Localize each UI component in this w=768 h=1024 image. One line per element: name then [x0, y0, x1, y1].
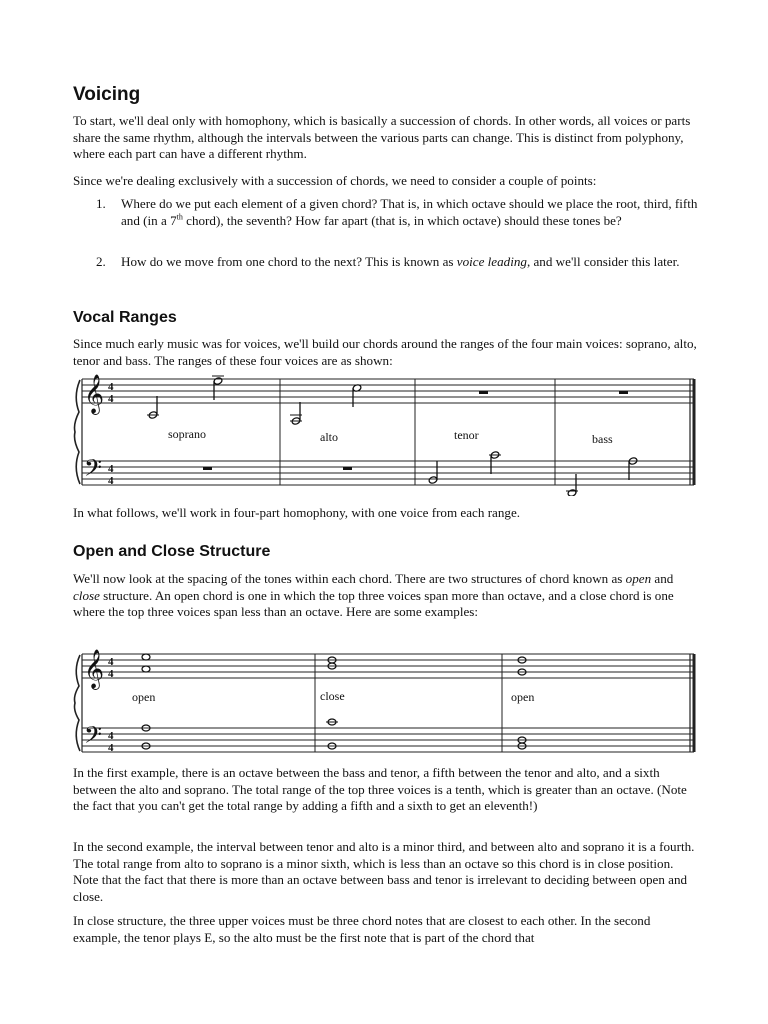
- vocal-ranges-intro-paragraph: Since much early music was for voices, we'll build our chords around the ranges of the four main voices: soprano, alto, tenor and bass. The ranges of these four voices are as shown:: [73, 336, 697, 368]
- structure-paragraph-3: In close structure, the three upper voices must be three chord notes that are closest to each other. In the second example, the tenor plays E, so the alto must be the first note that is part of the chord that: [73, 913, 651, 945]
- brace-icon: [75, 380, 81, 484]
- close-term: close: [73, 587, 100, 603]
- bass-time-signature-bottom: 4: [108, 742, 114, 754]
- voicing-heading: Voicing: [73, 84, 141, 105]
- time-signature-bottom: 4: [108, 393, 114, 405]
- bass-time-signature-top: 4: [108, 463, 114, 475]
- chord-label-close: close: [320, 689, 345, 703]
- list-item-number-1: 1.: [96, 196, 106, 211]
- list-item-1-text-b: chord), the seventh? How far apart (that is, in which octave) should these tones be?: [182, 212, 622, 228]
- vocal-ranges-after-paragraph: In what follows, we'll work in four-part homophony, with one voice from each range.: [73, 505, 521, 520]
- whole-rest-icon: [203, 467, 212, 470]
- list-item-2: [121, 254, 699, 271]
- voicing-intro-paragraph: To start, we'll deal only with homophony, which is basically a succession of chords. In other words, all voices or parts share the same rhythm, although the intervals between the various parts can change. This is distinct from polyphony, where each part can have a different rhythm.: [73, 113, 691, 162]
- structure-intro-text-a: We'll now look at the spacing of the tones within each chord. There are two structures of chord known as: [73, 571, 626, 586]
- voicing-lead-paragraph: Since we're dealing exclusively with a succession of chords, we need to consider a couple of points:: [73, 173, 597, 188]
- list-item-1: [121, 196, 699, 229]
- tenor-low-note: [428, 476, 438, 484]
- voice-label-alto: alto: [320, 430, 338, 444]
- chord-label-open-1: open: [132, 690, 156, 704]
- chord-examples-barlines: [82, 654, 694, 752]
- structure-paragraph-2: In the second example, the interval between tenor and alto is a minor third, and between alto and soprano it is a fourth. The total range from alto to soprano is a minor sixth, which is less than an octave so this chord is in close position. Note that the fact that there is more than an octave between bass and tenor is irrelevant to deciding between open and close.: [73, 839, 695, 904]
- bass-time-signature-top: 4: [108, 730, 114, 742]
- list-item-2-text-a: How do we move from one chord to the next? This is known as: [121, 254, 457, 269]
- list-item-number-2: 2.: [96, 254, 106, 269]
- vocal-range-notes: [147, 376, 638, 496]
- time-signature-top: 4: [108, 381, 114, 393]
- voice-label-tenor: tenor: [454, 428, 479, 442]
- structure-intro-text-b: structure. An open chord is one in which the top three voices span more than octave, and a close chord is one where the top three voices span less than an octave. Here are some examples:: [73, 587, 674, 620]
- structure-heading: Open and Close Structure: [73, 543, 271, 560]
- bass-clef-icon: 𝄢: [84, 456, 103, 487]
- structure-intro-and: and: [651, 571, 674, 586]
- structure-paragraph-1: In the first example, there is an octave between the bass and tenor, a fifth between the tenor and alto, and a sixth between the alto and soprano. The total range of the top three voices is a tenth, which is greater than an octave. (Note the fact that you can't get the total range by adding a fifth and a sixth to get an eleventh!): [73, 765, 687, 814]
- structure-intro-paragraph: [73, 571, 699, 621]
- open-term: open: [625, 571, 652, 586]
- chord-label-open-2: open: [511, 690, 535, 704]
- time-signature-top: 4: [108, 656, 114, 668]
- whole-rest-icon: [343, 467, 352, 470]
- chord-examples-staff-lines: [82, 654, 694, 752]
- time-signature-bottom: 4: [108, 668, 114, 680]
- chord-1-soprano-note: [142, 654, 150, 660]
- vocal-ranges-heading: Vocal Ranges: [73, 309, 177, 326]
- whole-rest-icon: [619, 391, 628, 394]
- treble-clef-icon: 𝄞: [84, 651, 105, 688]
- chord-examples-score: [70, 646, 704, 762]
- voice-label-bass: bass: [592, 432, 613, 446]
- voice-label-soprano: soprano: [168, 427, 206, 441]
- vocal-ranges-score: [70, 368, 704, 496]
- soprano-high-note: [213, 377, 223, 385]
- treble-clef-icon: 𝄞: [84, 376, 105, 413]
- whole-rest-icon: [479, 391, 488, 394]
- bass-time-signature-bottom: 4: [108, 475, 114, 487]
- list-item-2-text-b: , and we'll consider this later.: [526, 254, 680, 269]
- bass-clef-icon: 𝄢: [84, 723, 103, 754]
- list-item-1-superscript: th: [176, 212, 183, 222]
- list-item-2-emphasis: voice leading: [456, 254, 527, 269]
- list-item-1-text-a: Where do we put each element of a given chord? That is, in which octave should we place the root, third, fifth and (in a 7: [121, 196, 698, 228]
- bass-low-note: [567, 489, 577, 496]
- chord-1-alto-note: [142, 666, 150, 672]
- brace-icon: [75, 655, 81, 751]
